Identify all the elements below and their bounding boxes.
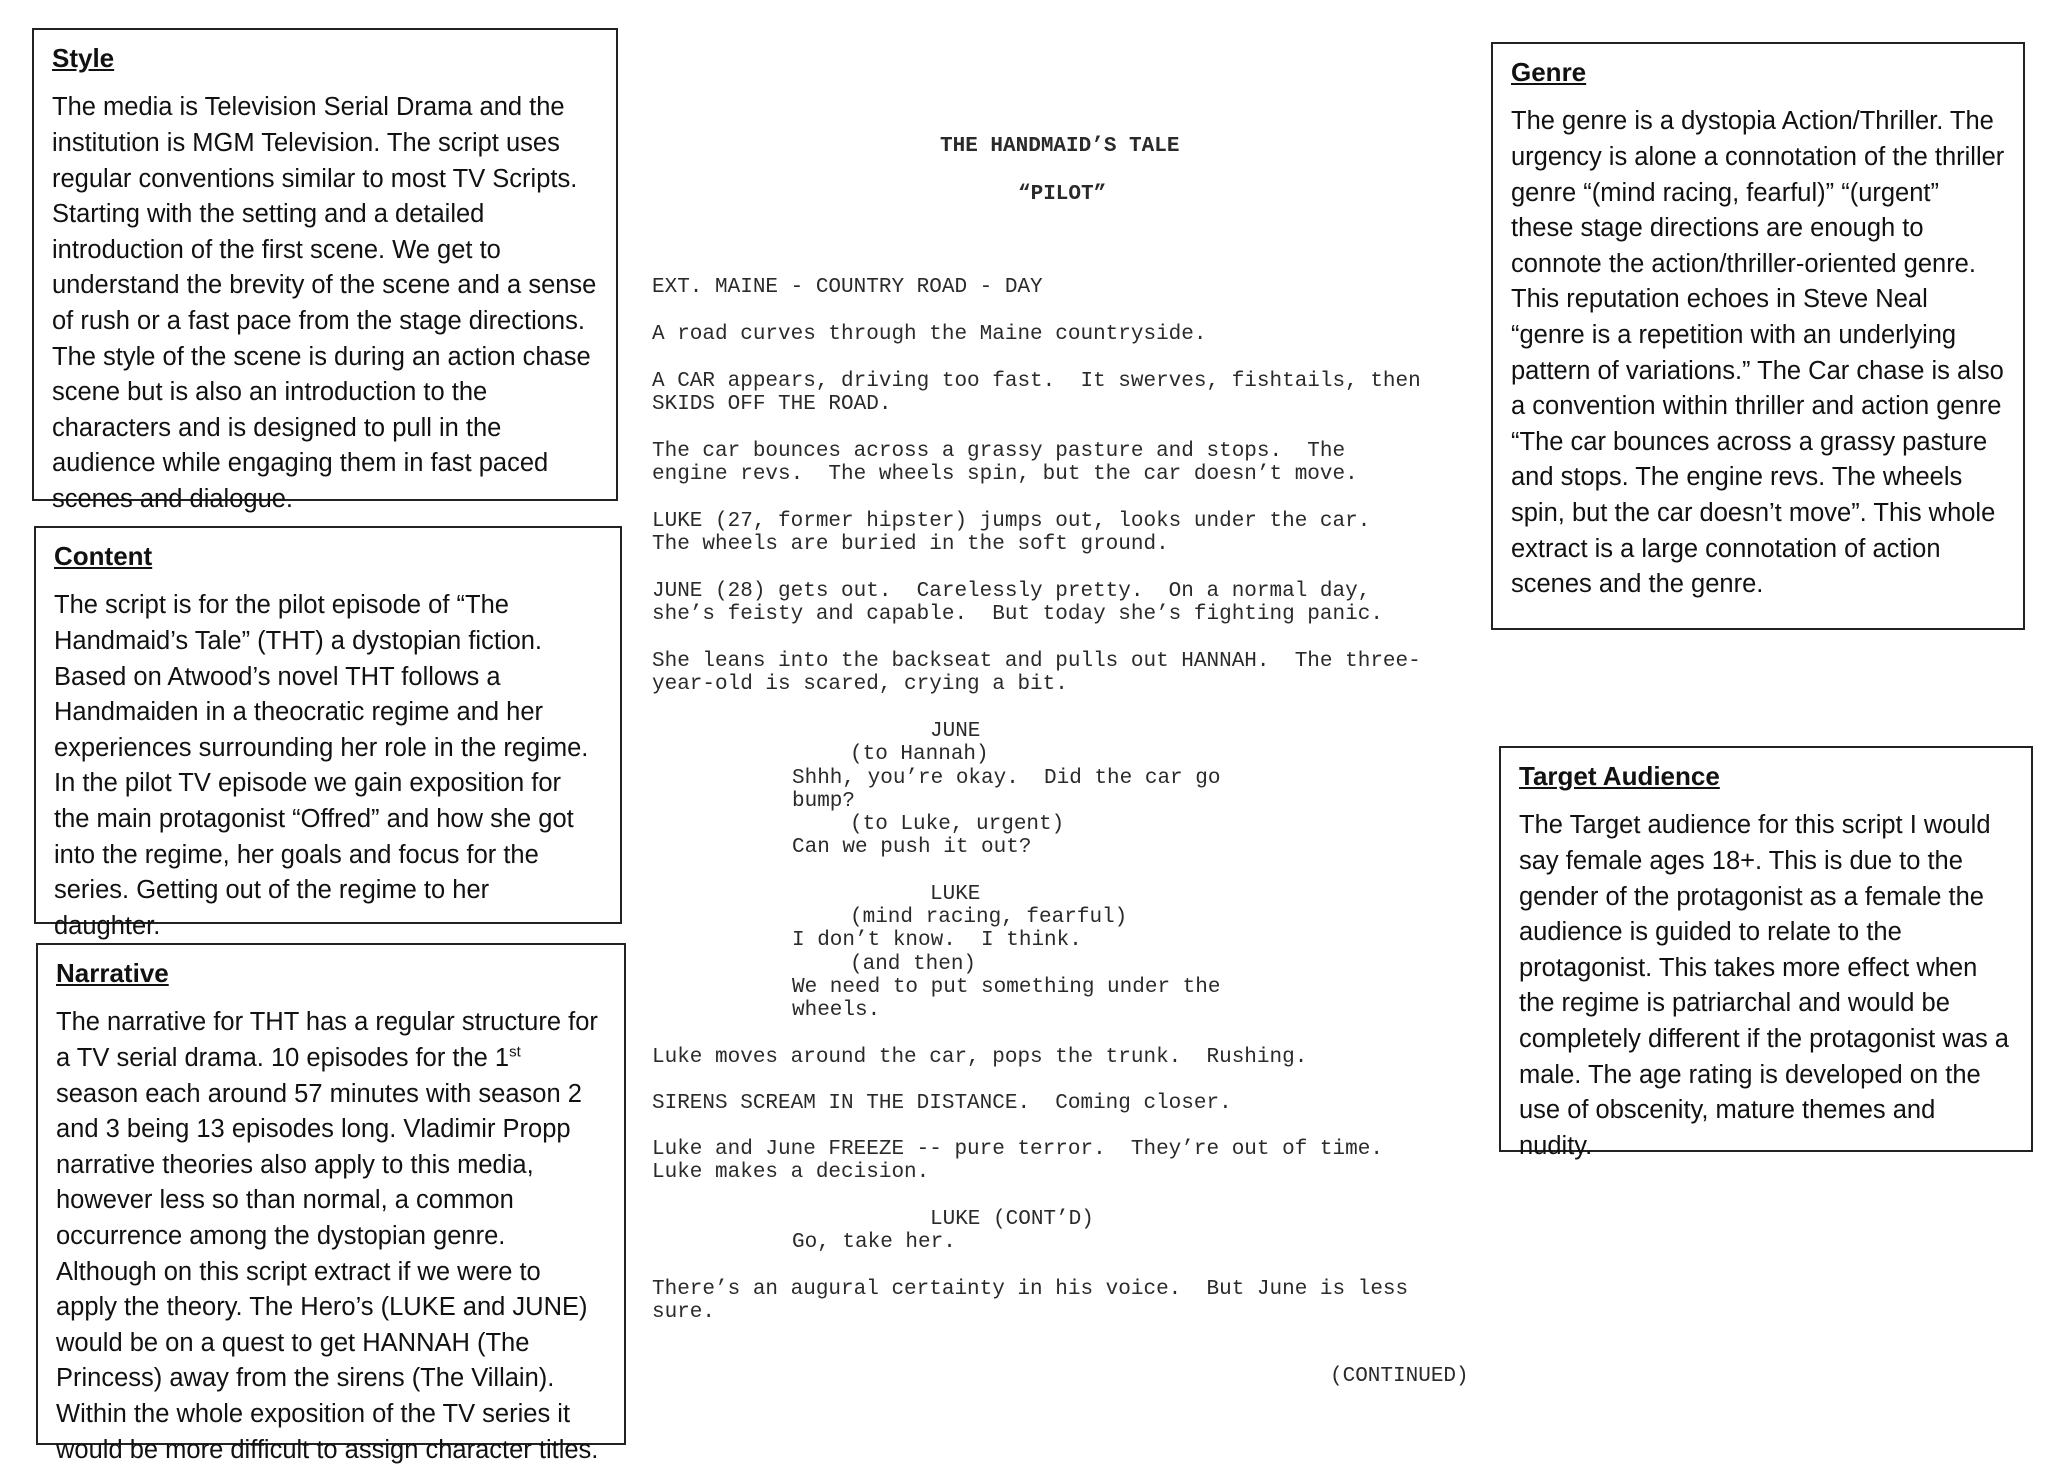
script-dialogue: wheels. [792,999,881,1022]
script-character-name: LUKE [930,883,981,906]
script-action-line: Luke and June FREEZE -- pure terror. They’re out of time. [652,1138,1383,1161]
script-action-line: A road curves through the Maine countryside. [652,323,1207,346]
script-action-line: SIRENS SCREAM IN THE DISTANCE. Coming closer. [652,1092,1232,1115]
script-action-line: She leans into the backseat and pulls out HANNAH. The three- [652,650,1421,673]
narrative-text-part1: The narrative for THT has a regular structure for a TV serial drama. 10 episodes for the 1 [56,1008,598,1072]
script-scene-heading: EXT. MAINE - COUNTRY ROAD - DAY [652,276,1043,299]
script-dialogue: Go, take her. [792,1231,956,1254]
content-text: The script is for the pilot episode of “The Handmaid’s Tale” (THT) a dystopian fiction. Based on Atwood’s novel THT follows a Handmaiden in a theocratic regime and her experiences surrounding her role in the regime. In the pilot TV episode we gain exposition for the main protagonist “Offred” and how she got into the regime, her goals and focus for the series. Getting out of the regime to her daughter. [54,591,589,940]
style-heading: Style [52,43,115,73]
genre-box [1491,42,2025,630]
script-action-line: she’s feisty and capable. But today she’s fighting panic. [652,603,1383,626]
script-parenthetical: (to Hannah) [850,743,989,766]
genre-text: The genre is a dystopia Action/Thriller. The urgency is alone a connotation of the thriller genre “(mind racing, fearful)” “(urgent” these stage directions are enough to connote the action/thriller-oriented genre. This reputation echoes in Steve Neal “genre is a repetition with an underlying pattern of variations.” The Car chase is also a convention within thriller and action genre “The car bounces across a grassy pasture and stops. The engine revs. The wheels spin, but the car doesn’t move”. This whole extract is a large connotation of action scenes and the genre. [1511,107,2005,599]
narrative-heading: Narrative [56,958,169,988]
script-action-line: The car bounces across a grassy pasture and stops. The [652,440,1346,463]
script-action-line: LUKE (27, former hipster) jumps out, looks under the car. [652,510,1371,533]
style-box [32,28,618,513]
script-dialogue: Shhh, you’re okay. Did the car go [792,767,1221,790]
script-page [640,60,1490,1448]
script-dialogue: We need to put something under the [792,976,1221,999]
target-audience-text: The Target audience for this script I would say female ages 18+. This is due to the gender of the protagonist as a female the audience is guided to relate to the protagonist. This takes more effect when the regime is patriarchal and would be completely different if the protagonist was a male. The age rating is developed on the use of obscenity, mature themes and nudity. [1519,811,2009,1160]
genre-heading: Genre [1511,57,1587,87]
narrative-text [56,1005,606,1468]
narrative-superscript: st [509,1043,521,1061]
content-heading: Content [54,541,153,571]
script-parenthetical: (and then) [850,953,977,976]
script-parenthetical: (mind racing, fearful) [850,906,1128,929]
script-dialogue: bump? [792,790,856,813]
script-dialogue: Can we push it out? [792,836,1032,859]
script-character-name: JUNE [930,720,981,743]
narrative-text-part2: season each around 57 minutes with season 2 and 3 being 13 episodes long. Vladimir Propp narrative theories also apply to this media, however less so than normal, a common occurrence among the dystopian genre. Although on this script extract if we were to apply the theory. The Hero’s (LUKE and JUNE) would be on a quest to get HANNAH (The Princess) away from the sirens (The Villain). Within the whole exposition of the TV series it would be more difficult to assign character titles. [56,1079,599,1464]
script-dialogue: I don’t know. I think. [792,929,1082,952]
style-text: The media is Television Serial Drama and the institution is MGM Television. The script uses regular conventions similar to most TV Scripts. Starting with the setting and a detailed introduction of the first scene. We get to understand the brevity of the scene and a sense of rush or a fast pace from the stage directions. The style of the scene is during an action chase scene but is also an introduction to the characters and is designed to pull in the audience while engaging them in fast paced scenes and dialogue. [52,93,597,513]
narrative-box [36,943,626,1464]
script-character-name: LUKE (CONT’D) [930,1208,1094,1231]
script-action-line: sure. [652,1301,716,1324]
script-action-line: Luke makes a decision. [652,1161,930,1184]
script-action-line: The wheels are buried in the soft ground. [652,533,1169,556]
script-action-line: A CAR appears, driving too fast. It swerves, fishtails, then [652,370,1421,393]
script-action-line: SKIDS OFF THE ROAD. [652,393,892,416]
script-action-line: There’s an augural certainty in his voice. But June is less [652,1278,1409,1301]
script-action-line: engine revs. The wheels spin, but the car doesn’t move. [652,463,1358,486]
script-action-line: Luke moves around the car, pops the trunk. Rushing. [652,1046,1308,1069]
content-box [34,526,622,940]
script-subtitle: “PILOT” [1018,183,1107,206]
script-title: THE HANDMAID’S TALE [940,135,1180,158]
target-audience-box [1499,746,2033,1160]
script-action-line: JUNE (28) gets out. Carelessly pretty. On a normal day, [652,580,1371,603]
script-parenthetical: (to Luke, urgent) [850,813,1065,836]
script-continued: (CONTINUED) [1330,1365,1469,1388]
script-action-line: year-old is scared, crying a bit. [652,673,1068,696]
target-audience-heading: Target Audience [1519,761,1720,791]
